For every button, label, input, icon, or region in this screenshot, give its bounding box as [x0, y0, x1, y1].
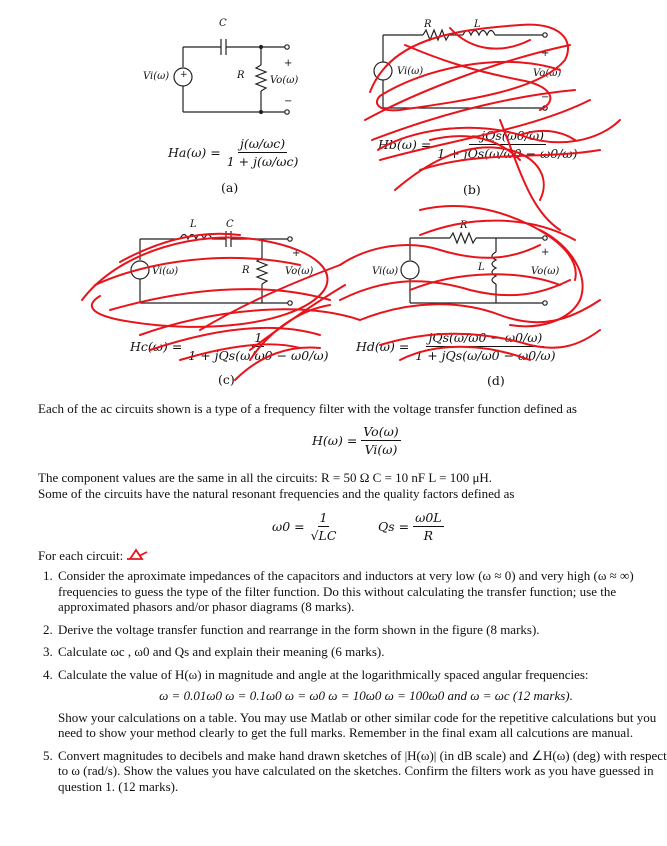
caption-c: (c): [218, 372, 235, 387]
label-b-minus: −: [541, 92, 550, 103]
resistor-a: [256, 65, 266, 91]
h-def-label: H(ω) =: [312, 433, 358, 448]
label-a-vout: Vo(ω): [270, 75, 299, 86]
h-def-num: Vo(ω): [363, 424, 399, 439]
tf-a-num: j(ω/ωc): [239, 136, 286, 151]
label-d-plus: +: [541, 247, 550, 258]
for-each-heading: For each circuit:: [38, 548, 124, 563]
label-d-inductor: L: [478, 262, 485, 273]
h-definition: [312, 424, 401, 457]
task-item: [56, 667, 667, 741]
h-def-den: Vi(ω): [364, 442, 398, 457]
label-a-minus: −: [284, 96, 293, 107]
w0-label: ω0 =: [272, 519, 305, 534]
task-text: Derive the voltage transfer function and rearrange in the form shown in the figure (8 marks).: [58, 621, 540, 637]
inductor-d: [492, 252, 496, 284]
circuit-diagrams: [0, 0, 667, 400]
tf-d-den: 1 + jQs(ω/ω0 − ω0/ω): [415, 348, 556, 363]
qs-num: ω0L: [415, 510, 442, 525]
label-a-vin: Vi(ω): [143, 71, 170, 82]
label-c-inductor: L: [190, 219, 197, 230]
caption-b: (b): [463, 182, 481, 197]
label-a-capacitor: C: [219, 18, 227, 29]
task-list: [38, 568, 667, 801]
task-note: Show your calculations on a table. You may use Matlab or other similar code for the repetitive calculations but you need to show your method clearly to get the full marks. Remember in the final exam all calcutions are manual.: [58, 709, 657, 740]
label-b-inductor: L: [474, 19, 481, 30]
resistor-c: [257, 258, 267, 284]
inductor-c: [180, 235, 212, 240]
task-item: [56, 568, 667, 615]
qs-definition: [378, 510, 444, 543]
label-d-vout: Vo(ω): [531, 266, 560, 277]
task-item: [56, 644, 667, 660]
w0-num: 1: [319, 510, 328, 525]
tf-b-den: 1 + jQs(ω/ω0 − ω0/ω): [437, 146, 578, 161]
label-b-resistor: R: [424, 19, 432, 30]
tf-a-den: 1 + j(ω/ωc): [226, 154, 299, 169]
resistor-d: [450, 233, 476, 243]
task-text: Convert magnitudes to decibels and make hand drawn sketches of |H(ω)| (in dB scale) and ∠H(ω) (deg) with respect to ω (rad/s). Show the values you have calculated on the sketches. Confirm the filters work as you have guessed in question 1. (12 marks).: [58, 747, 667, 794]
tf-d: [356, 330, 557, 363]
red-pencil-mark: [124, 547, 150, 563]
tf-b-num: −jQs(ω0/ω): [470, 128, 545, 143]
label-c-plus: +: [292, 248, 301, 259]
label-d-resistor: R: [460, 220, 468, 231]
circuit-d: [401, 233, 550, 305]
task-item: [56, 748, 667, 795]
task-text: Calculate the value of H(ω) in magnitude and angle at the logarithmically spaced angular frequencies:: [58, 666, 589, 682]
resistor-b: [423, 30, 449, 40]
component-values: The component values are the same in all the circuits: R = 50 Ω C = 10 nF L = 100 μH.: [38, 470, 493, 485]
label-d-vin: Vi(ω): [372, 266, 399, 277]
label-c-vin: Vi(ω): [152, 266, 179, 277]
caption-a: (a): [221, 180, 239, 195]
tf-a-label: Ha(ω) =: [168, 145, 221, 160]
tf-b: [378, 128, 579, 161]
tf-b-label: Hb(ω) =: [378, 137, 432, 152]
natural-frequency-intro: Some of the circuits have the natural resonant frequencies and the quality factors defined as: [38, 486, 515, 501]
tf-c-den: 1 + jQs(ω/ω0 − ω0/ω): [188, 348, 329, 363]
label-c-resistor: R: [242, 265, 250, 276]
w0-definition: [272, 510, 338, 543]
frequency-list: ω = 0.01ω0 ω = 0.1ω0 ω = ω0 ω = 10ω0 ω = 100ω0 and ω = ωc (12 marks).: [159, 688, 573, 703]
label-a-src-plus: +: [180, 70, 188, 80]
intro-text: Each of the ac circuits shown is a type of a frequency filter with the voltage transfer function defined as: [38, 401, 577, 416]
caption-d: (d): [487, 373, 505, 388]
label-a-resistor: R: [237, 70, 245, 81]
inductor-b: [463, 31, 495, 36]
tf-c: [130, 330, 330, 363]
label-a-plus: +: [284, 58, 293, 69]
qs-label: Qs =: [378, 519, 410, 534]
label-b-vin: Vi(ω): [397, 66, 424, 77]
tf-d-num: jQs(ω/ω0 − ω0/ω): [428, 330, 543, 345]
tf-c-label: Hc(ω) =: [130, 339, 183, 354]
qs-den: R: [423, 528, 434, 543]
tf-a: [168, 136, 300, 169]
label-c-vout: Vo(ω): [285, 266, 314, 277]
task-text: Calculate ωc , ω0 and Qs and explain their meaning (6 marks).: [58, 644, 385, 659]
task-item: [56, 622, 667, 638]
label-b-vout: Vo(ω): [533, 68, 562, 79]
w0-den: √LC: [310, 528, 337, 543]
task-text: Consider the aproximate impedances of the capacitors and inductors at very low (ω ≈ 0) and very high (ω ≈ ∞) frequencies to guess the type of the filter function. Do this without calculating the transfer function; use the approximated phasors and/or phasor diagrams (8 marks).: [58, 568, 634, 614]
label-b-plus: +: [541, 48, 550, 59]
tf-d-label: Hd(ω) =: [356, 339, 410, 354]
label-c-capacitor: C: [226, 219, 234, 230]
tf-c-num: 1: [254, 330, 263, 345]
